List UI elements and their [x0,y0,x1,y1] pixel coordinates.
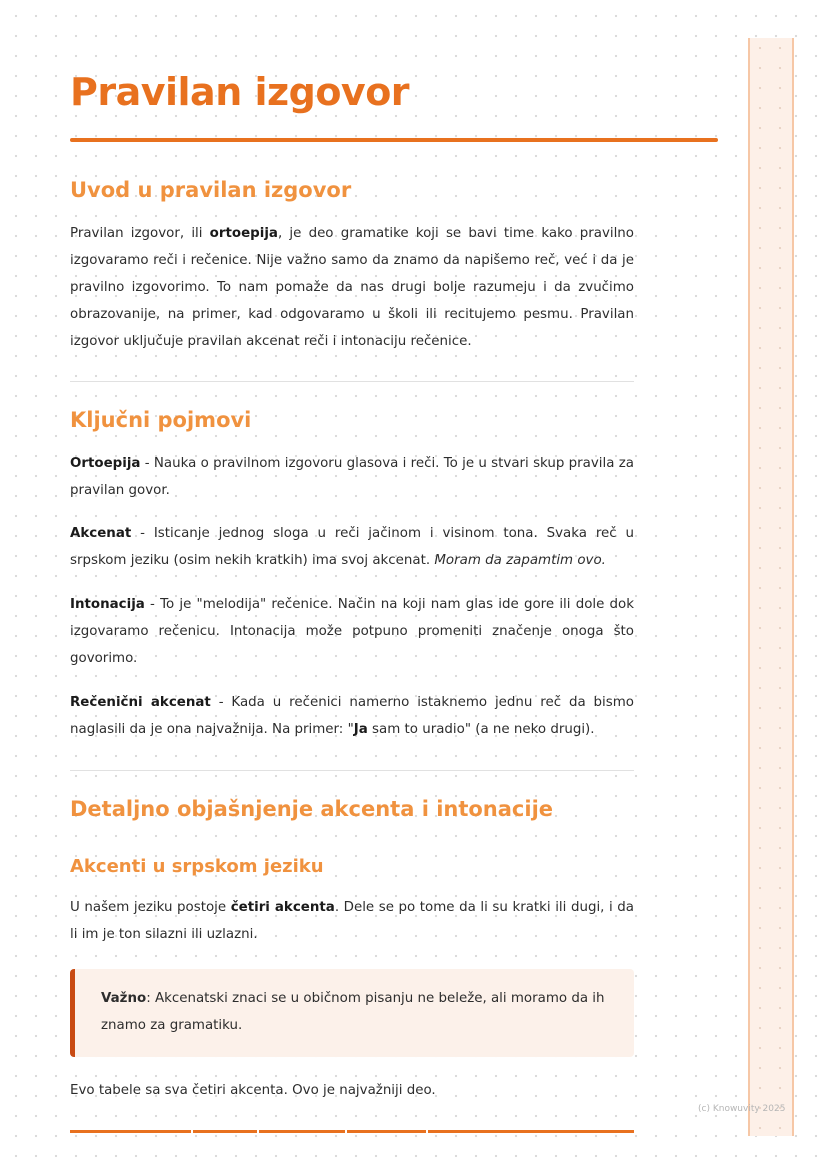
term-intonacija-item: Intonacija - To je "melodija" rečenice. Način na koji nam glas ide gore ili dole dok izgovaramo rečenicu. Intonacija može potpuno promeniti značenje onoga što govorimo. [70,597,634,666]
personal-note: Moram da zapamtim ovo. [434,553,606,568]
accents-paragraph: U našem jeziku postoje četiri akcenta. Dele se po tome da li su kratki ili dugi, i da li im je ton silazni ili uzlazni. [70,900,634,942]
intro-paragraph: Pravilan izgovor, ili ortoepija, je deo gramatike koji se bavi time kako pravilno izgovaramo reči i rečenice. Nije važno samo da znamo da napišemo reč, već i da je pravilno izgovorimo. To nam pomaže da nas drugi bolje razumeju i da zvučimo obrazovanije, na primer, kad odgovaramo u školi ili recitujemo pesmu. Pravilan izgovor uključuje pravilan akcenat reči i intonaciju rečenice. [70,226,634,349]
divider [70,381,634,382]
subsection-heading-accents: Akcenti u srpskom jeziku [70,856,324,877]
term-ortoepija: ortoepija [209,226,278,241]
title-rule [70,138,718,142]
page-title: Pravilan izgovor [70,70,410,114]
term-akcenat-item: Akcenat - Isticanje jednog sloga u reči jačinom i visinom tona. Svaka reč u srpskom jeziku (osim nekih kratkih) ima svoj akcenat. Moram da zapamtim ovo. [70,526,634,568]
term-recenicni-akcenat-item: Rečenični akcenat - Kada u rečenici namerno istaknemo jednu reč da bismo naglasili da je ona najvažnija. Na primer: "Ja sam to uradio" (a ne neko drugi). [70,695,634,737]
table-intro: Evo tabele sa sva četiri akcenta. Ovo je najvažniji deo. [70,1083,436,1098]
margin-strip [748,38,794,1136]
section-heading-intro: Uvod u pravilan izgovor [70,178,352,202]
table-top-border [70,1130,634,1133]
copyright-note: (c) Knowuvity 2025 [698,1104,786,1114]
section-heading-key-terms: Ključni pojmovi [70,408,252,432]
divider [70,770,634,771]
important-callout [70,969,634,1057]
term-ortoepija-item: Ortoepija - Nauka o pravilnom izgovoru glasova i reči. To je u stvari skup pravila za pravilan govor. [70,456,634,498]
callout-text: Važno: Akcenatski znaci se u običnom pisanju ne beleže, ali moramo da ih znamo za gramatiku. [101,991,605,1033]
section-heading-detail: Detaljno objašnjenje akcenta i intonacije [70,797,554,821]
